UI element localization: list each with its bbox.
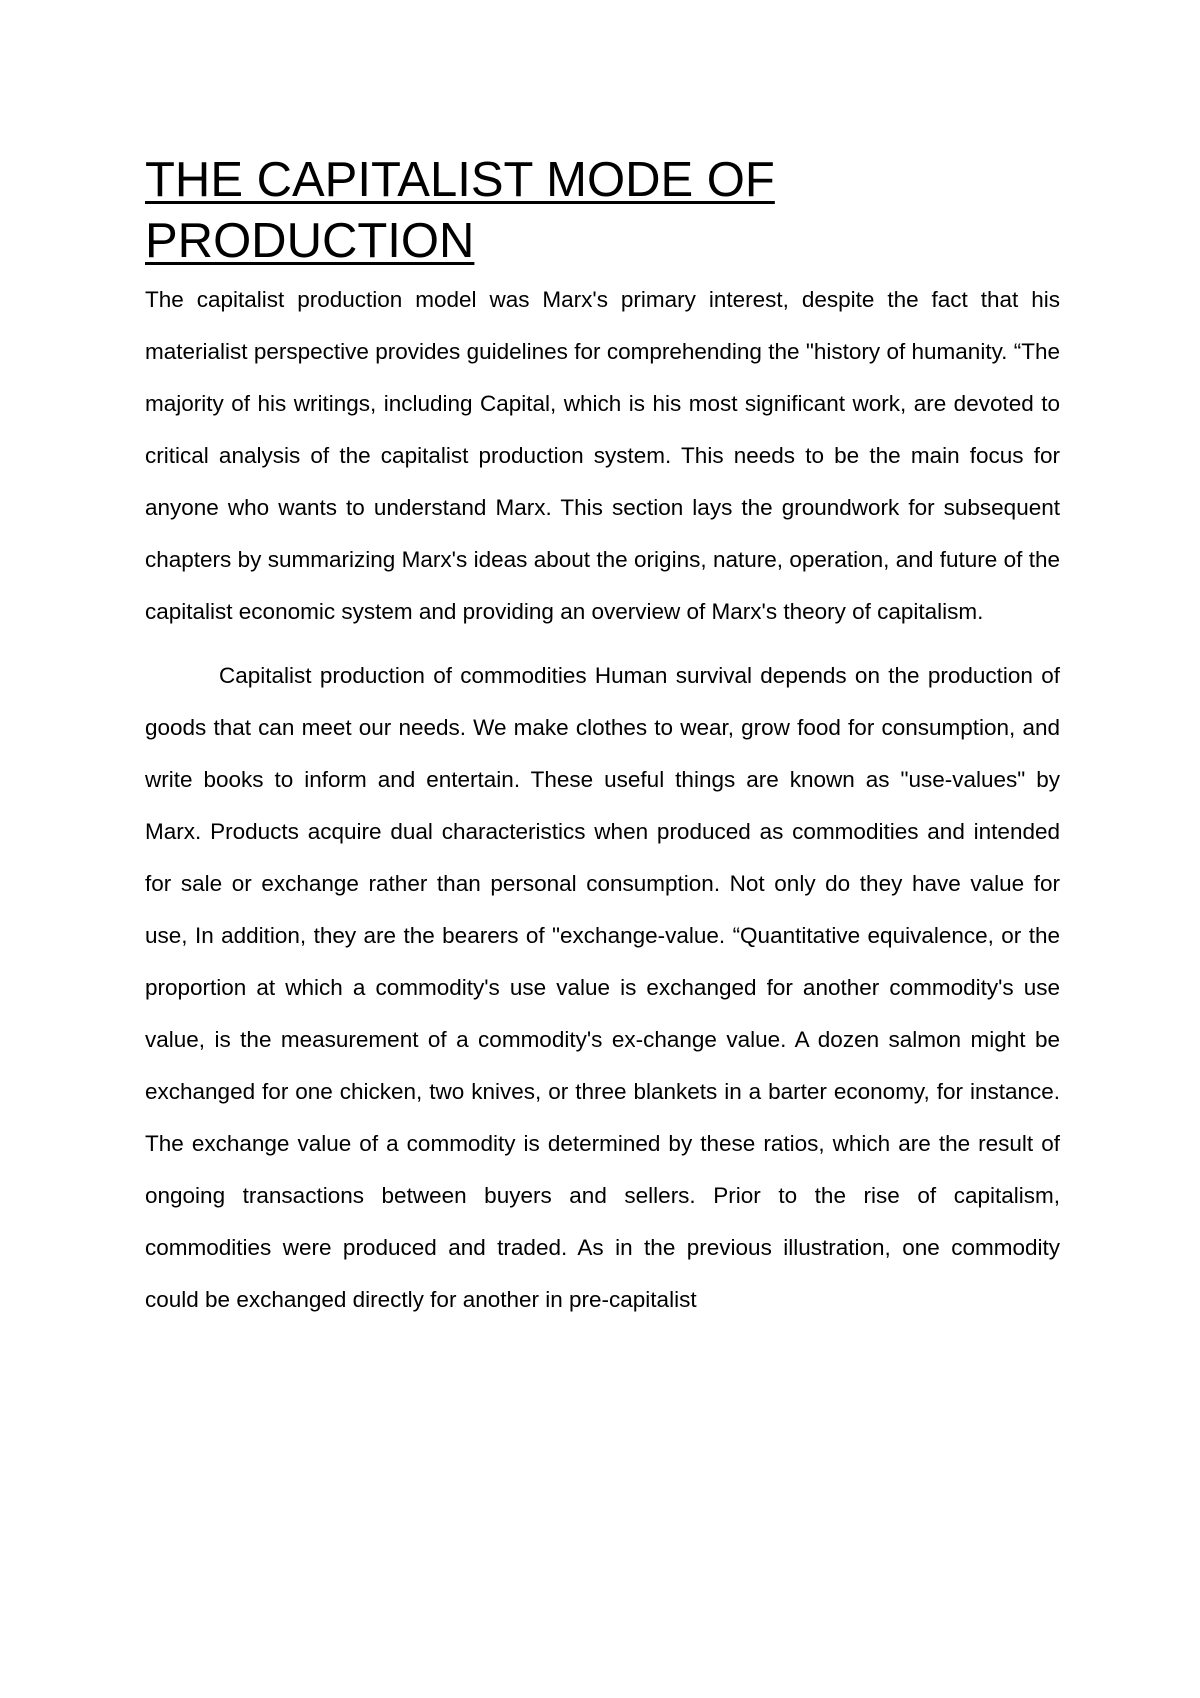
paragraph-intro: The capitalist production model was Marx's primary interest, despite the fact that his materialist perspective provides guidelines for comprehending the "history of humanity. “The majority of his writings, including Capital, which is his most significant work, are devoted to critical analysis of the capitalist production system. This needs to be the main focus for anyone who wants to understand Marx. This section lays the groundwork for subsequent chapters by summarizing Marx's ideas about the origins, nature, operation, and future of the capitalist economic system and providing an overview of Marx's theory of capitalism. (145, 287, 1060, 624)
paragraph-commodities: Capitalist production of commodities Human survival depends on the production of goods that can meet our needs. We make clothes to wear, grow food for consumption, and write books to inform and entertain. These useful things are known as "use-values" by Marx. Products acquire dual characteristics when produced as commodities and intended for sale or exchange rather than personal consumption. Not only do they have value for use, In addition, they are the bearers of "exchange-value. “Quantitative equivalence, or the proportion at which a commodity's use value is exchanged for another commodity's use value, is the measurement of a commodity's ex-change value. A dozen salmon might be exchanged for one chicken, two knives, or three blankets in a barter economy, for instance. The exchange value of a commodity is determined by these ratios, which are the result of ongoing transactions between buyers and sellers. Prior to the rise of capitalism, commodities were produced and traded. As in the previous illustration, one commodity could be exchanged directly for another in pre-capitalist (145, 663, 1060, 1312)
document-title: THE CAPITALIST MODE OF PRODUCTION (145, 153, 775, 268)
document-body (145, 150, 1060, 1326)
